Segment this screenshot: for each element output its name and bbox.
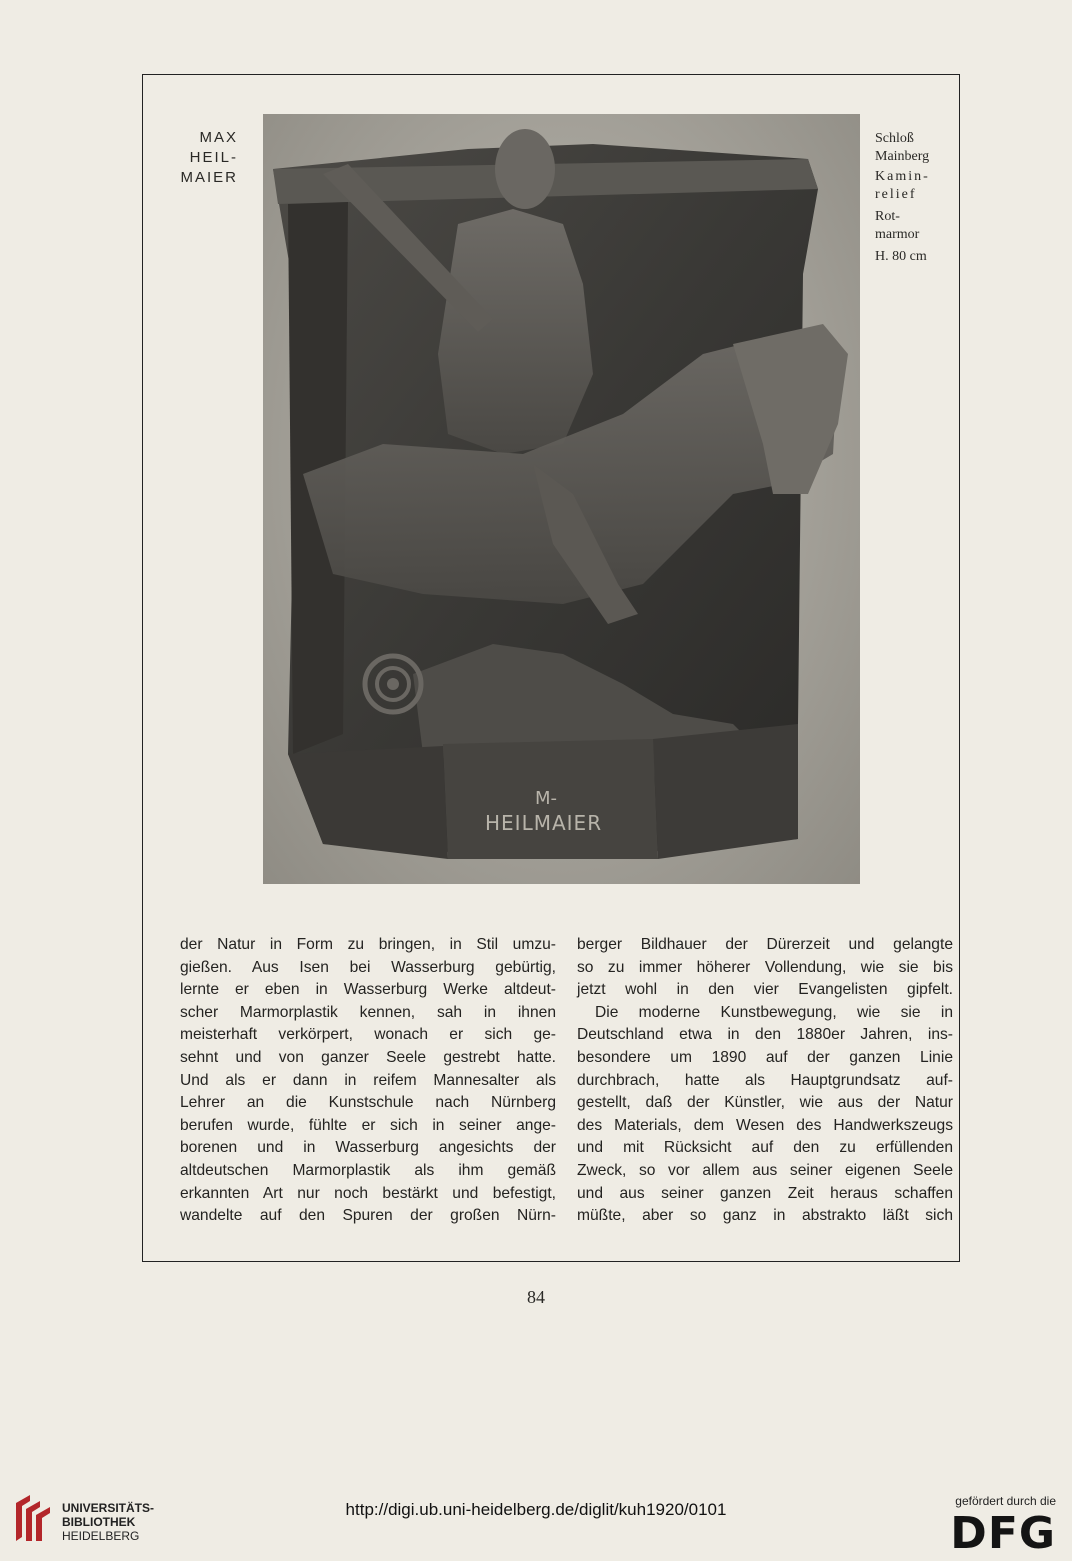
text-line: Die moderne Kunstbewegung, wie sie in [595, 1003, 953, 1021]
signature-mark: M- [535, 788, 558, 809]
text-line: durchbrach, hatte als Hauptgrundsatz auf- [577, 1071, 953, 1089]
text-line: und aus seiner ganzen Zeit heraus schaffen [577, 1184, 953, 1202]
text-line: und mit Rücksicht auf den zu erfüllenden [577, 1139, 953, 1157]
caption-place: Mainberg [875, 149, 930, 164]
text-line: borenen und in Wasserburg angesichts der [180, 1139, 556, 1157]
source-url-link[interactable]: http://digi.ub.uni-heidelberg.de/diglit/kuh1920/0101 [345, 1500, 727, 1519]
caption-work: Kamin- [875, 169, 930, 184]
artist-line: MAIER [180, 169, 238, 186]
text-line: lernte er eben in Wasserburg Werke altdeut- [180, 981, 556, 999]
signature-name: HEILMAIER [485, 811, 603, 835]
relief-photograph [263, 114, 860, 884]
text-line: sehnt und von ganzer Seele gestrebt hatte. [180, 1048, 556, 1066]
dfg-logo: DFG [950, 1508, 1056, 1559]
text-line: Zweck, so vor allem aus seiner eigenen Seele [577, 1161, 953, 1179]
text-line: gießen. Aus Isen bei Wasserburg gebürtig, [180, 958, 556, 976]
library-line: HEIDELBERG [62, 1529, 140, 1543]
funding-caption: gefördert durch die [955, 1494, 1056, 1508]
rider-head [495, 129, 555, 209]
text-line: des Materials, dem Wesen des Handwerkszeugs [577, 1116, 953, 1134]
text-line: Deutschland etwa in den 1880er Jahren, ins- [577, 1026, 953, 1044]
image-caption [875, 130, 955, 266]
artist-line: MAX [199, 129, 238, 146]
text-line: meisterhaft verkörpert, wonach er sich ge- [180, 1026, 556, 1044]
text-line: besondere um 1890 auf der ganzen Linie [577, 1048, 953, 1066]
text-line: müßte, aber so ganz in abstrakto läßt sich [577, 1207, 953, 1225]
artist-name [160, 128, 238, 188]
body-text-right-column [577, 934, 953, 1228]
text-line: berufen wurde, fühlte er sich in seiner ange- [180, 1116, 556, 1134]
page-number: 84 [527, 1287, 545, 1307]
rider-body [438, 209, 593, 454]
library-line: BIBLIOTHEK [62, 1515, 136, 1529]
caption-work: relief [875, 187, 917, 202]
caption-place: Schloß [875, 131, 914, 146]
caption-material: Rot- [875, 209, 900, 224]
library-line: UNIVERSITÄTS- [62, 1501, 155, 1515]
text-line: der Natur in Form zu bringen, in Stil umzu- [180, 936, 556, 953]
text-line: berger Bildhauer der Dürerzeit und gelangte [577, 936, 953, 953]
text-line: wandelte auf den Spuren der großen Nürn- [180, 1207, 556, 1225]
text-line: so zu immer höherer Vollendung, wie sie bis [577, 958, 953, 976]
text-line: erkannten Art nur noch bestärkt und befestigt, [180, 1184, 556, 1202]
artist-line: HEIL- [189, 149, 238, 166]
text-line: jetzt wohl in den vier Evangelisten gipfelt. [577, 981, 953, 999]
text-line: Und als er dann in reifem Mannesalter als [180, 1071, 556, 1089]
text-line: Lehrer an die Kunstschule nach Nürnberg [180, 1094, 556, 1112]
body-text-left-column [180, 934, 556, 1228]
caption-height: H. 80 cm [875, 249, 927, 264]
text-line: scher Marmorplastik kennen, sah in ihnen [180, 1003, 556, 1021]
text-line: altdeutschen Marmorplastik als ihm gemäß [180, 1161, 556, 1179]
caption-material: marmor [875, 227, 920, 242]
text-line: gestellt, daß der Künstler, wie aus der Natur [577, 1094, 953, 1112]
